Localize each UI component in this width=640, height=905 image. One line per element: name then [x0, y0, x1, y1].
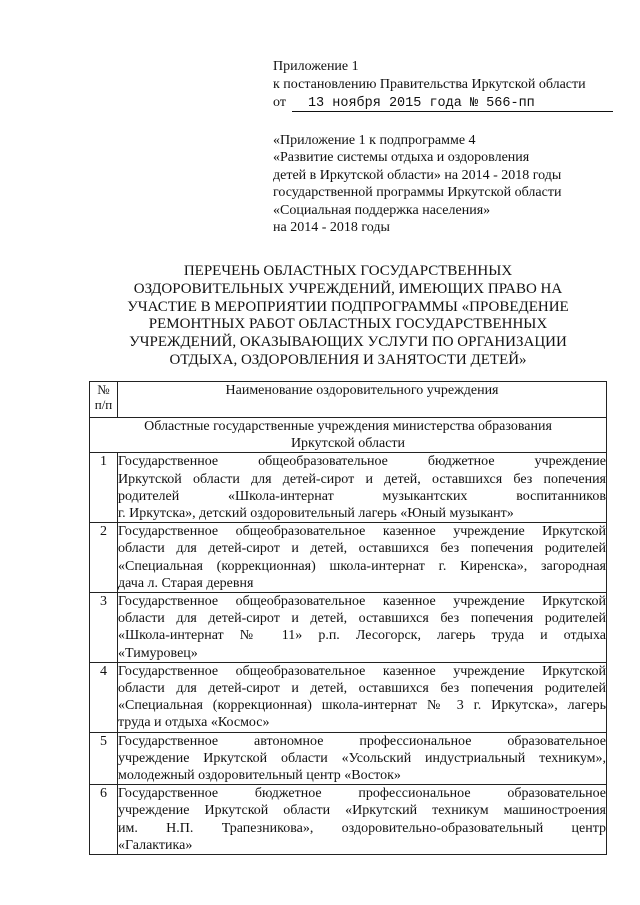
- row-number: 6: [90, 785, 118, 855]
- date-prefix: от: [273, 95, 286, 110]
- title-line: ОЗДОРОВИТЕЛЬНЫХ УЧРЕЖДЕНИЙ, ИМЕЮЩИХ ПРАВО НА: [133, 280, 563, 297]
- text-line: труда и отдыха «Космос»: [118, 715, 270, 731]
- text-line: Государственное бюджетное профессиональное образовательное: [118, 786, 606, 802]
- title-line: ОТДЫХА, ОЗДОРОВЛЕНИЯ И ЗАНЯТОСТИ ДЕТЕЙ»: [169, 351, 527, 368]
- section-line: Иркутской области: [290, 436, 406, 452]
- decree-date-line: [273, 94, 613, 112]
- text-line: дача л. Старая деревня: [118, 575, 254, 591]
- text-line: «Тимуровец»: [118, 645, 198, 661]
- table-row: [90, 662, 607, 732]
- text-line: области для детей-сирот и детей, оставшихся без попечения родителей: [118, 681, 606, 697]
- institution-name: [118, 453, 607, 523]
- header-institution-name: Наименование оздоровительного учреждения: [118, 382, 607, 418]
- institution-name: [118, 662, 607, 732]
- institution-name: [118, 593, 607, 663]
- row-number: 5: [90, 732, 118, 785]
- subprogram-reference: [273, 132, 613, 236]
- text-line: им. Н.П. Трапезникова», оздоровительно-образовательный центр: [118, 820, 606, 836]
- section-heading: [90, 418, 607, 453]
- section-line: Областные государственные учреждения министерства образования: [144, 419, 552, 434]
- row-number: 2: [90, 523, 118, 593]
- row-number: 3: [90, 593, 118, 663]
- text-line: Иркутской области для детей-сирот и детей, оставшихся без попечения: [118, 471, 606, 487]
- header-number-sign: №: [97, 382, 110, 397]
- institutions-table: [89, 381, 607, 855]
- text-line: учреждение Иркутской области «Усольский индустриальный техникум»,: [118, 750, 606, 766]
- institution-name: [118, 523, 607, 593]
- text-line: области для детей-сирот и детей, оставшихся без попечения родителей: [118, 541, 606, 557]
- row-number: 1: [90, 453, 118, 523]
- text-line: Государственное общеобразовательное казенное учреждение Иркутской: [118, 594, 606, 610]
- table-row: [90, 785, 607, 855]
- appendix-number: Приложение 1: [273, 59, 359, 74]
- text-line: Государственное общеобразовательное казенное учреждение Иркутской: [118, 524, 606, 540]
- subprogram-line: государственной программы Иркутской области: [273, 185, 562, 201]
- document-title: [100, 263, 596, 370]
- appendix-reference: к постановлению Правительства Иркутской области: [273, 77, 586, 92]
- appendix-header: [273, 58, 613, 112]
- text-line: «Галактика»: [118, 837, 193, 853]
- subprogram-line: «Социальная поддержка населения»: [273, 202, 491, 218]
- subprogram-line: на 2014 - 2018 годы: [273, 220, 390, 236]
- subprogram-line: детей в Иркутской области» на 2014 - 2018 годы: [273, 167, 562, 183]
- institution-name: [118, 732, 607, 785]
- row-number: 4: [90, 662, 118, 732]
- subprogram-line: «Приложение 1 к подпрограмме 4: [273, 133, 476, 148]
- table-row: [90, 593, 607, 663]
- table-row: [90, 732, 607, 785]
- text-line: Государственное общеобразовательное казенное учреждение Иркутской: [118, 663, 606, 679]
- title-line: ПЕРЕЧЕНЬ ОБЛАСТНЫХ ГОСУДАРСТВЕННЫХ: [183, 263, 513, 279]
- text-line: молодежный оздоровительный центр «Восток»: [118, 768, 401, 784]
- text-line: «Специальная (коррекционная) школа-интернат № 3 г. Иркутска», лагерь: [118, 698, 606, 714]
- text-line: области для детей-сирот и детей, оставшихся без попечения родителей: [118, 611, 606, 627]
- title-line: УЧРЕЖДЕНИЙ, ОКАЗЫВАЮЩИХ УСЛУГИ ПО ОРГАНИЗАЦИИ: [129, 334, 567, 351]
- text-line: «Школа-интернат № 11» р.п. Лесогорск, лагерь труда и отдыха: [118, 628, 606, 644]
- title-line: УЧАСТИЕ В МЕРОПРИЯТИИ ПОДПРОГРАММЫ «ПРОВЕДЕНИЕ: [127, 298, 569, 315]
- text-line: учреждение Иркутской области «Иркутский техникум машиностроения: [118, 803, 606, 819]
- text-line: Государственное автономное профессиональное образовательное: [118, 733, 606, 749]
- header-number-abbr: п/п: [94, 397, 113, 412]
- title-line: РЕМОНТНЫХ РАБОТ ОБЛАСТНЫХ ГОСУДАРСТВЕННЫХ: [148, 316, 548, 333]
- text-line: «Специальная (коррекционная) школа-интернат г. Киренска», загородная: [118, 558, 606, 574]
- table-header-row: [90, 382, 607, 418]
- section-row: [90, 418, 607, 453]
- table-row: [90, 523, 607, 593]
- institution-name: [118, 785, 607, 855]
- text-line: родителей «Школа-интернат музыкантских воспитанников: [118, 488, 606, 504]
- decree-date: 13 ноября 2015 года № 566-пп: [292, 96, 613, 112]
- text-line: г. Иркутска», детский оздоровительный лагерь «Юный музыкант»: [118, 506, 514, 522]
- header-number: [90, 382, 118, 418]
- text-line: Государственное общеобразовательное бюджетное учреждение: [118, 454, 606, 470]
- table-row: [90, 453, 607, 523]
- subprogram-line: «Развитие системы отдыха и оздоровления: [273, 150, 530, 166]
